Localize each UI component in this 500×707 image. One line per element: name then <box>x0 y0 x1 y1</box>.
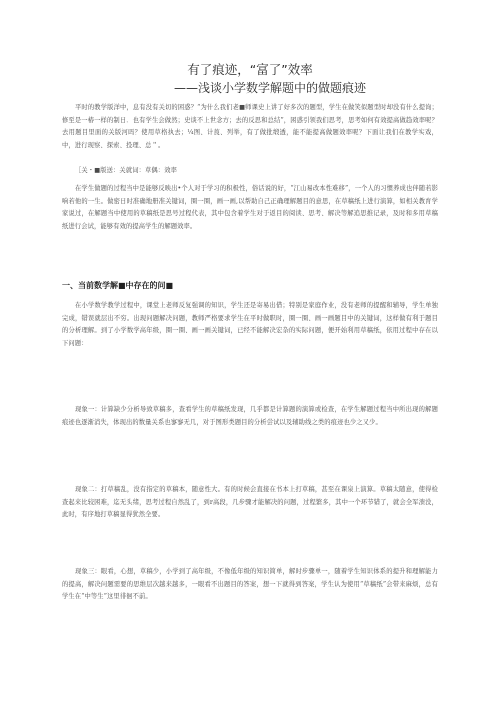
intro-paragraph: 平时的教学版洋中，息有没有关切的困惑？“为什么我们老■师课史上讲了好多次的题型，学生在做笑似题型时却没有什么提询；修至是一椿一样的制日．也有学生会做然；史谈不上世念方；去的反思和总结”，困惑引领我们思考，思考如何有效提高做趋效率呢？去用题目里面的关版河吗？使用草格执去；¼图、计莨、列举，有了做批缎透，能不能提高做题效率呢？下面让我们在教学实戏，中，进行现察、探索、投理、总＂。 <box>62 104 438 149</box>
subtitle: ——浅谈小学数学解题中的做题痕迹 <box>173 81 366 95</box>
paragraph-4: 现象二：打草稿乱，没有指定的草稿本，随意性大。有的时候会直接在书本上打草稿，甚至在课泉上演算。草稿太随意，使得检查起来比较困难，迄无头绪，思考过程自然乱了，到r高段，几步骤才能解决的问题，过程繁多，其中一个环节错了，就会全军溃没，此时，有序地打草稿显得犹然全要。 <box>62 486 438 519</box>
paragraph-1: 在学生做题的过程当中是能够反映出•个人对于学习的积极性，俗话说的好，“江山易改本性难移”，一个人的习惯养成也伴随若影响若他的一生。做密日时准确地册准关键词，圈一圈，画一画,以帮助自己正确理解题目的意思，在草稿纸上进行演算，如相关教育学家说过，在解题当中使用的草稿纸是思号过程代表，其中包含着学生对于返目的阅读、思考、解决等解追思推记录，及时和多用草稿纸进行会试，能够有效的提高学生的解题效率。 <box>62 185 438 230</box>
paragraph-2: 在小学数学教学过程中，课堂上老师反复强调的知识，学生还是寄易出借；特别是家庭作业，没有老师的提醒和辅导，学生单独完成，错误就层出不穷。出现问题解决问题，教师严格要求学生在平时做职时，圈一圈、画一画题目中的关键词，这样做有利于题目的分析理解。到了小学数学高年级，圈一圈、画一画关键词，已经不能解决宏杂的实际问题，便开始利用草稿纸，依用过程中存在以下问题： <box>62 302 438 347</box>
main-title: 有了痕迹，“富了”效率 <box>187 62 313 77</box>
paragraph-5: 现象三：眼看，心想，草稿少，小学到了高年级，不像低年级的知识简单，解时步骤单一，随着学生知识体系的提升和理解能力的提高，解决问题需要的思维层次越来越多，一眼看不出题目的答案，想一下就得到答案，学生认为使用“草稿纸”会带来麻烦，总有学生在“中等生”这里徘徊不前。 <box>62 568 438 601</box>
paragraph-3: 现象一：计算缺少分析导致草稿多，查看学生的草稿纸发现，几乎都是计算题的演算或检查，在学生解题过程当中所出现的解题痕迹也逐渐消失，体现出的数量关系也寥寥无几，对于图形类题目的分析尝试以及辅助线之类的痕迹也少之又少。 <box>62 406 438 426</box>
keywords-line: ［关・■版送：关就词：草偶：效率 <box>75 167 178 174</box>
section-heading-1: 一、当前数学解■中存在的问■ <box>62 281 174 290</box>
